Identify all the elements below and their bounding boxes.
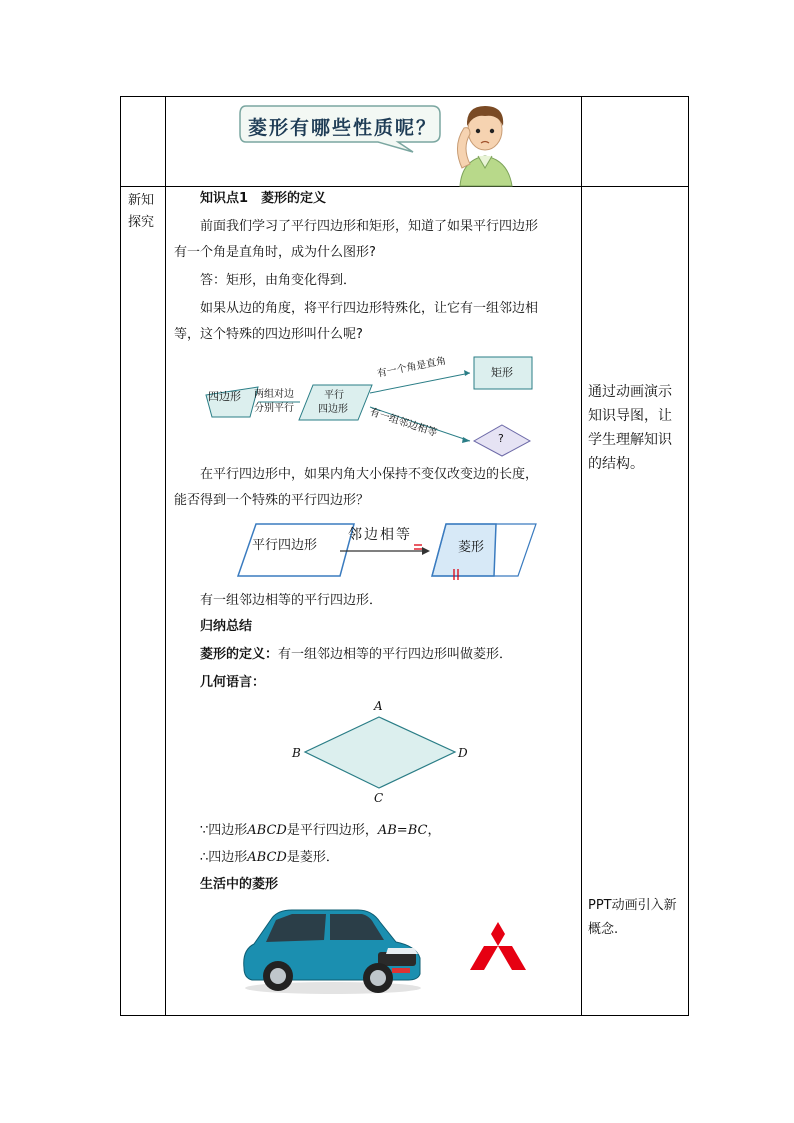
proof-line-1 — [200, 818, 440, 844]
definition-label: 菱形的定义： — [200, 647, 279, 662]
para-diagram-right-label: 菱形 — [458, 540, 485, 555]
rhombus-abcd-figure — [300, 712, 460, 792]
para-diagram-left-label: 平行四边形 — [252, 538, 318, 553]
flow-condition-1-line-2: 分别平行 — [254, 403, 294, 414]
vertex-c-label: C — [374, 791, 384, 805]
suv-car-image — [238, 904, 424, 996]
answer-text: 答：矩形，由角变化得到． — [200, 273, 357, 288]
life-examples-title: 生活中的菱形 — [200, 877, 279, 892]
paragraph-1-line-2: 有一个角是直角时，成为什么图形? — [174, 245, 376, 260]
three-diamond-logo — [470, 920, 526, 972]
table-bottom-border — [120, 1015, 689, 1016]
flow-parallelogram-line-1: 平行 — [324, 390, 344, 401]
flow-condition-right-angle: 有一个角是直角 — [376, 355, 448, 380]
proof-1-prefix: ∵四边形 — [200, 823, 248, 838]
proof-2-abcd: ABCD — [247, 850, 287, 865]
proof-2-end: 是菱形． — [286, 850, 339, 865]
table-left-border — [120, 96, 121, 1016]
flow-unknown-label: ? — [498, 432, 504, 445]
paragraph-3-line-1: 在平行四边形中，如果内角大小保持不变仅改变边的长度， — [200, 467, 539, 482]
note-ppt: PPT动画引入新概念. — [588, 898, 677, 937]
definition-text: 有一组邻边相等的平行四边形叫做菱形． — [278, 647, 513, 662]
vertex-b-label: B — [292, 746, 301, 760]
flow-condition-1-line-1: 两组对边 — [254, 389, 294, 400]
definition-line — [200, 642, 512, 668]
table-col-divider-1 — [165, 96, 166, 1016]
flow-parallelogram-line-2: 四边形 — [318, 404, 348, 415]
proof-1-equation: AB=BC — [377, 823, 428, 838]
knowledge-point-title: 知识点1 菱形的定义 — [200, 191, 327, 206]
flow-quadrilateral-label: 四边形 — [208, 390, 241, 403]
vertex-d-label: D — [458, 746, 468, 760]
table-col-divider-2 — [581, 96, 582, 1016]
proof-1-abcd: ABCD — [247, 823, 287, 838]
vertex-a-label: A — [374, 699, 383, 713]
section-label: 新知 探究 — [128, 193, 155, 230]
para-diagram-arrow-label: 邻边相等 — [348, 527, 412, 543]
thinking-boy-illustration — [450, 98, 520, 188]
summary-title: 归纳总结 — [200, 619, 253, 634]
table-top-border — [120, 96, 689, 97]
paragraph-1-line-1: 前面我们学习了平行四边形和矩形，知道了如果平行四边形 — [200, 219, 539, 234]
paragraph-2-line-1: 如果从边的角度，将平行四边形特殊化，让它有一组邻边相 — [200, 301, 539, 316]
note-flow-diagram: 通过动画演示知识导图，让学生理解知识的结构。 — [588, 384, 672, 472]
proof-2-prefix: ∴四边形 — [200, 850, 248, 865]
geometry-language-title: 几何语言： — [200, 675, 266, 690]
proof-1-middle: 是平行四边形， — [286, 823, 378, 838]
paragraph-4: 有一组邻边相等的平行四边形． — [200, 593, 383, 608]
bubble-question: 菱形有哪些性质呢？ — [248, 117, 438, 139]
paragraph-2-line-2: 等，这个特殊的四边形叫什么呢? — [174, 327, 363, 342]
paragraph-3-line-2: 能否得到一个特殊的平行四边形？ — [174, 493, 370, 508]
flow-condition-adjacent-sides: 有一组邻边相等 — [368, 406, 439, 440]
proof-line-2 — [200, 845, 339, 871]
proof-1-end: ， — [427, 823, 441, 838]
flow-rectangle-label: 矩形 — [491, 366, 513, 379]
table-right-border — [688, 96, 689, 1016]
